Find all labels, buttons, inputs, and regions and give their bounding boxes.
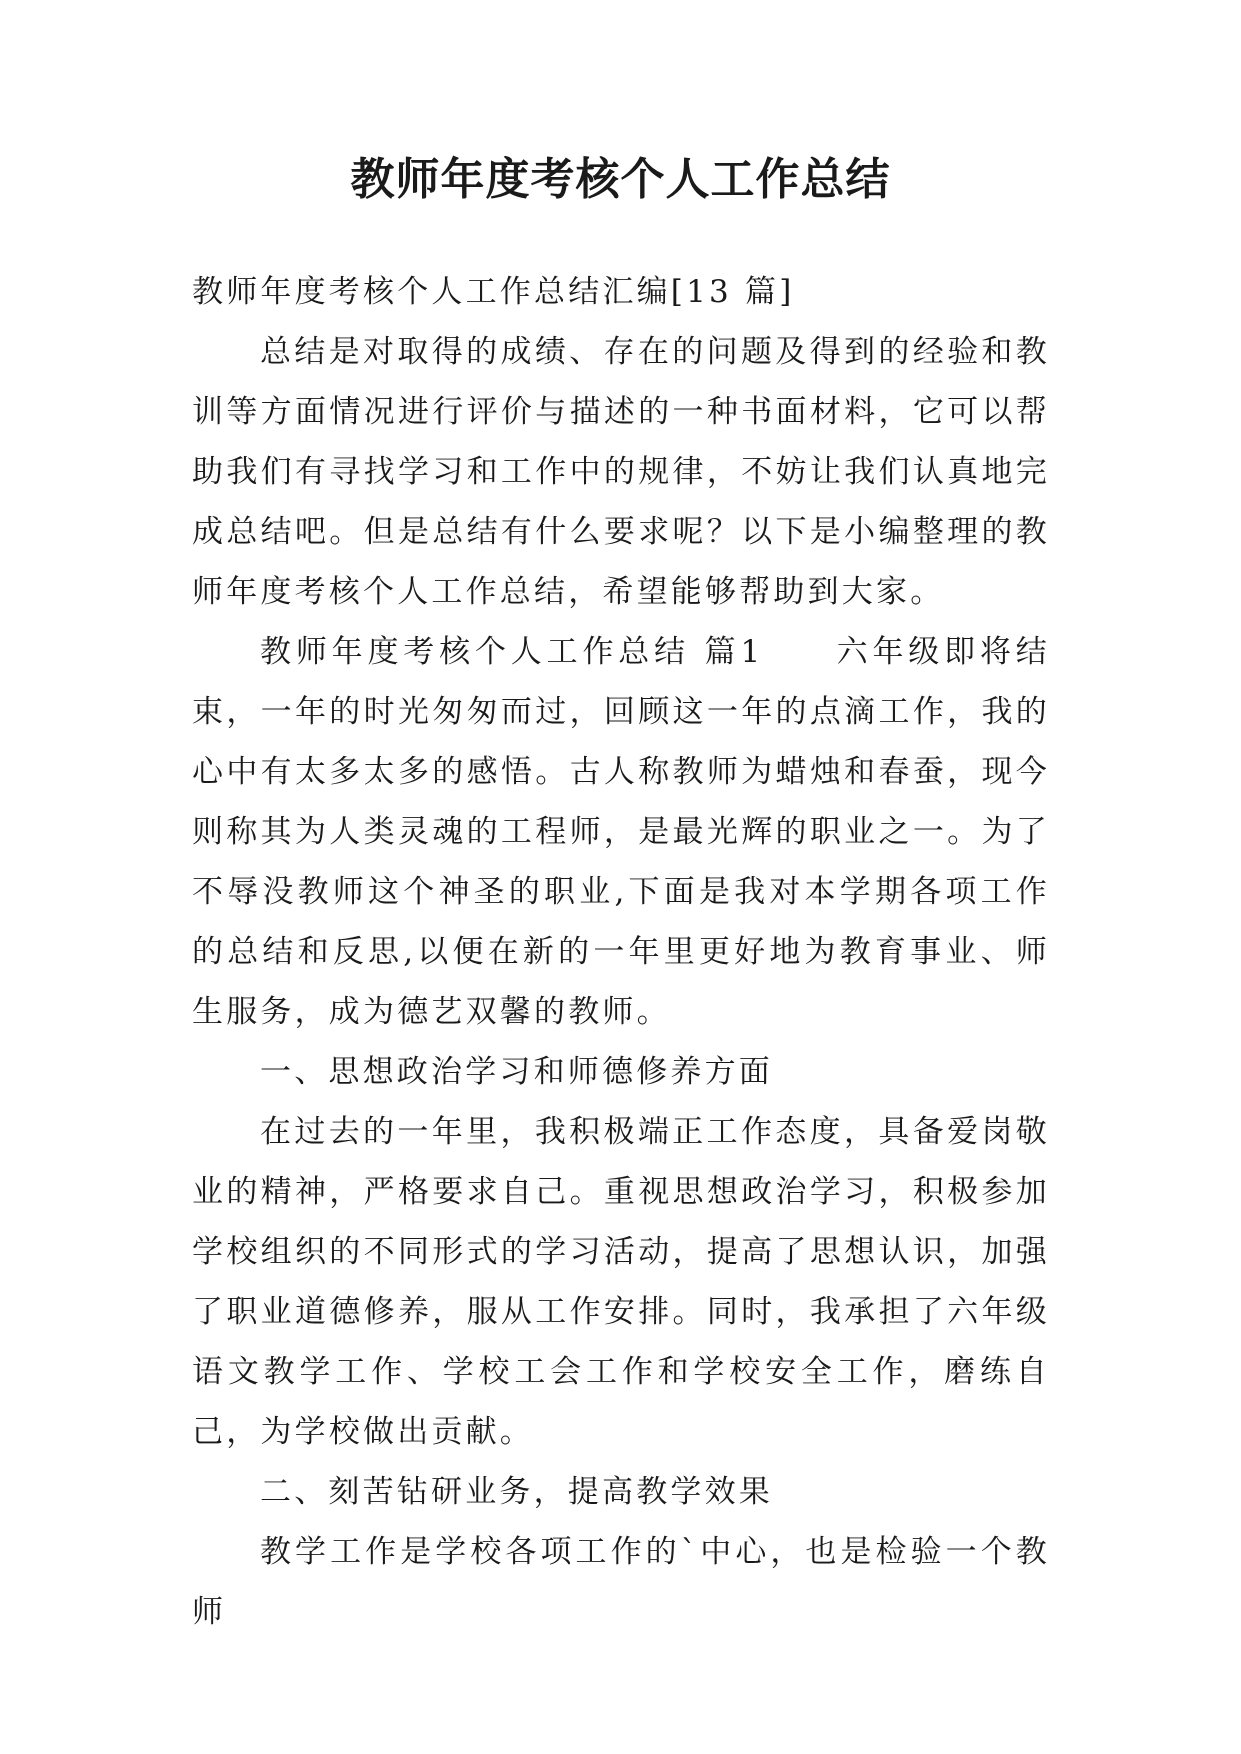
teaching-paragraph: 教学工作是学校各项工作的`中心，也是检验一个教师 [192, 1534, 1050, 1630]
intro-paragraph: 总结是对取得的成绩、存在的问题及得到的经验和教训等方面情况进行评价与描述的一种书面材料，它可以帮助我们有寻找学习和工作中的规律，不妨让我们认真地完成总结吧。但是总结有什么要求呢？以下是小编整理的教师年度考核个人工作总结，希望能够帮助到大家。 [192, 334, 1050, 610]
section-heading-ideology: 一、思想政治学习和师德修养方面 [260, 1054, 773, 1090]
ideology-paragraph: 在过去的一年里，我积极端正工作态度，具备爱岗敬业的精神，严格要求自己。重视思想政治学习，积极参加学校组织的不同形式的学习活动，提高了思想认识，加强了职业道德修养，服从工作安排。同时，我承担了六年级语文教学工作、学校工会工作和学校安全工作，磨练自己，为学校做出贡献。 [192, 1114, 1050, 1450]
document-body [192, 262, 1050, 1642]
document-title: 教师年度考核个人工作总结 [350, 154, 891, 205]
article-1-opening-paragraph: 教师年度考核个人工作总结 篇1 六年级即将结束，一年的时光匆匆而过，回顾这一年的点滴工作，我的心中有太多太多的感悟。古人称教师为蜡烛和春蚕，现今则称其为人类灵魂的工程师，是最光辉的职业之一。为了不辱没教师这个神圣的职业,下面是我对本学期各项工作的总结和反思,以便在新的一年里更好地为教育事业、师生服务，成为德艺双馨的教师。 [192, 634, 1050, 1030]
section-heading-teaching: 二、刻苦钻研业务，提高教学效果 [260, 1474, 773, 1510]
document-subtitle: 教师年度考核个人工作总结汇编[13 篇] [192, 274, 795, 310]
